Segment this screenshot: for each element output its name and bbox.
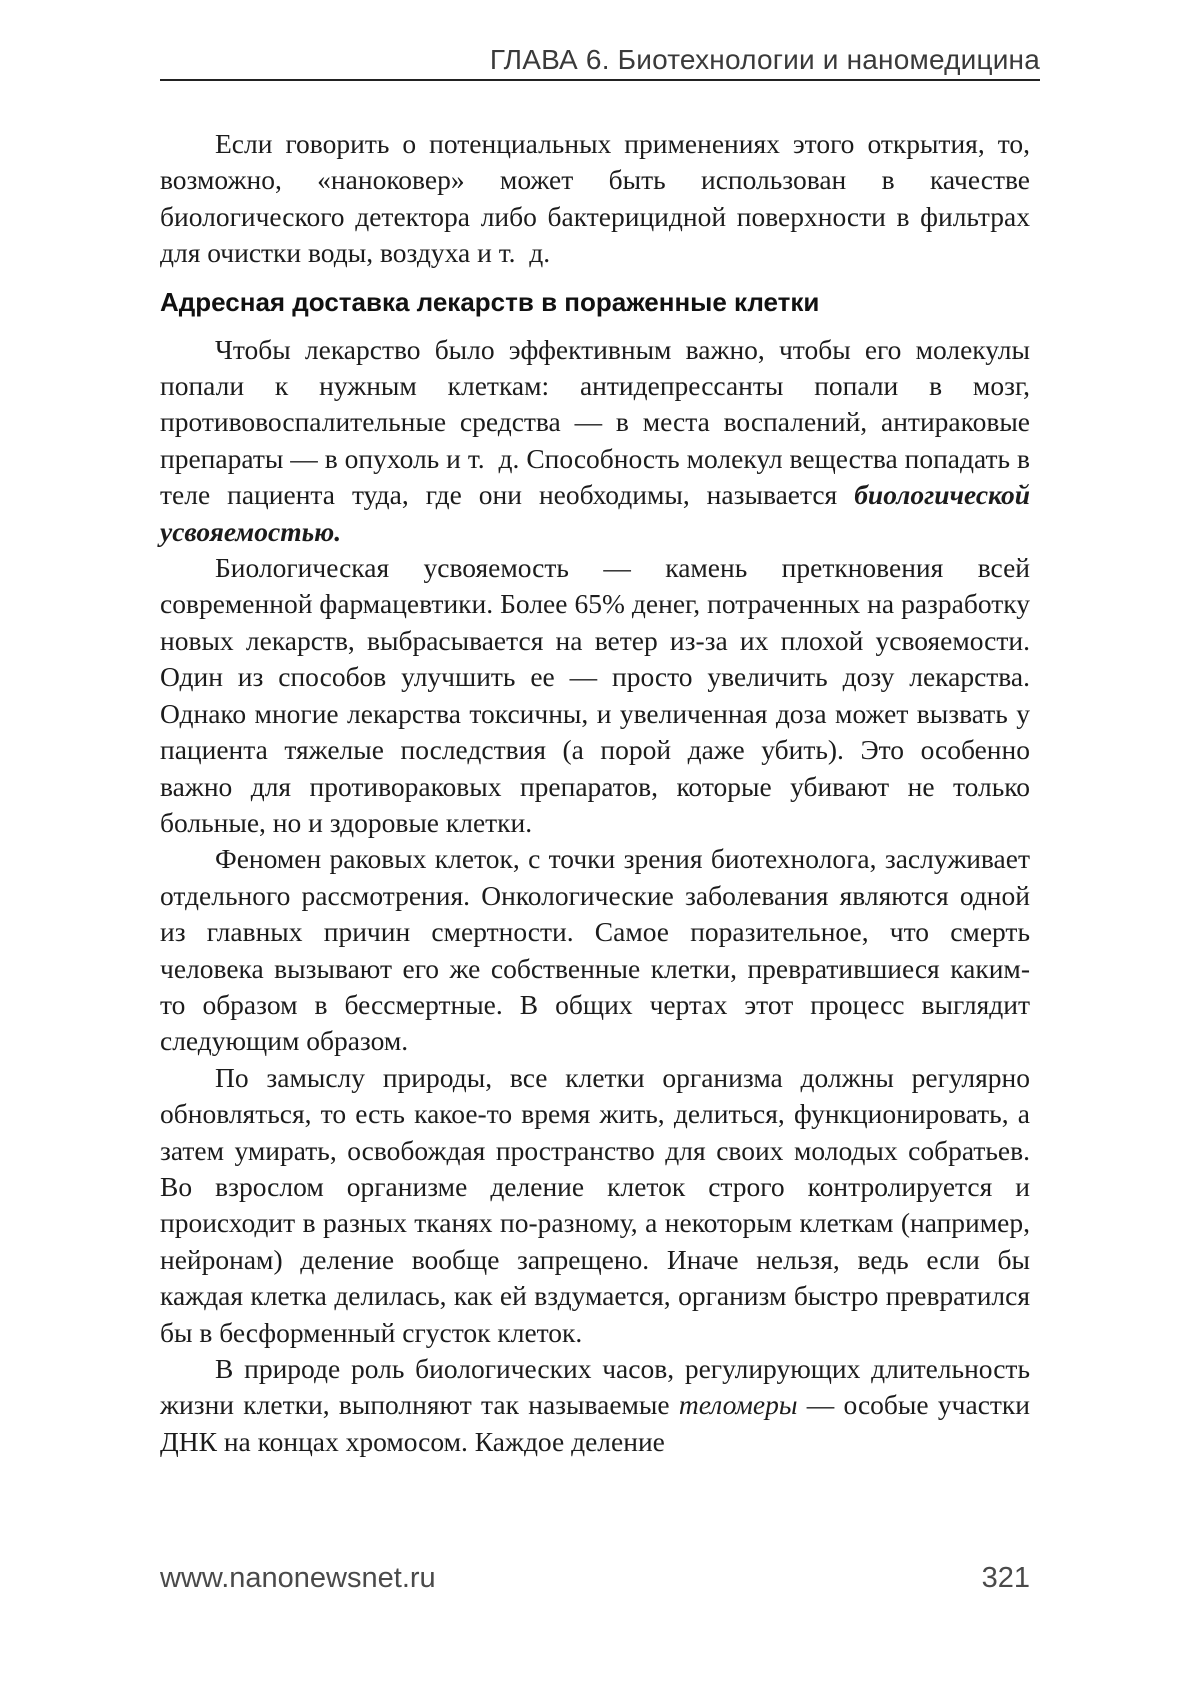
paragraph-1-text: Если говорить о потенциальных применениях этого открытия, то, возможно, «нанoковер» может быть использован в качестве биологического детектора либо бактерицидной поверхности в фильтрах для очистки воды, воздуха и т. д.	[160, 128, 1030, 269]
paragraph-6-tail: — особые участки ДНК на концах хромосом. Каждое деление	[160, 1389, 1030, 1457]
paragraph-2	[160, 332, 1030, 550]
paragraph-6	[160, 1351, 1030, 1460]
paragraph-4	[160, 841, 1030, 1059]
page-number: 321	[981, 1562, 1030, 1594]
paragraph-1	[160, 126, 1030, 272]
term-telomeres: теломеры	[678, 1389, 798, 1421]
paragraph-5-text: По замыслу природы, все клетки организма должны регулярно обновляться, то есть какое-то время жить, делиться, функционировать, а затем умирать, освобождая пространство для своих молодых собратьев. Во взрослом организме деление клеток строго контролируется и происходит в разных тканях по-разному, а некоторым клеткам (например, нейронам) деление вообще запрещено. Иначе нельзя, ведь если бы каждая клетка делилась, как ей вздумается, организм быстро превратился бы в бесформенный сгусток клеток.	[160, 1061, 1030, 1348]
page-body	[160, 126, 1030, 1460]
term-bioavailability: биологической усвояемостью.	[160, 479, 1030, 547]
paragraph-6-text: В природе роль биологических часов, регулирующих длительность жизни клетки, выполняют так называемые	[160, 1353, 1030, 1421]
paragraph-4-text: Феномен раковых клеток, с точки зрения биотехнолога, заслуживает отдельного рассмотрения. Онкологические заболевания являются одной из главных причин смертности. Самое поразительное, что смерть человека вызывают его же собственные клетки, превратившиеся каким-то образом в бессмертные. В общих чертах этот процесс выглядит следующим образом.	[160, 843, 1030, 1057]
section-heading: Адресная доставка лекарств в пораженные клетки	[160, 286, 820, 317]
header-rule	[160, 79, 1040, 81]
running-header: ГЛАВА 6. Биотехнологии и наномедицина	[489, 44, 1040, 75]
paragraph-5	[160, 1060, 1030, 1351]
paragraph-3	[160, 550, 1030, 841]
paragraph-2-text: Чтобы лекарство было эффективным важно, чтобы его молекулы попали к нужным клеткам: антидепрессанты попали в мозг, противовоспалительные средства — в места воспалений, антираковые препараты — в опухоль и т. д. Способность молекул вещества попадать в теле пациента туда, где они необходимы, называется	[160, 333, 1030, 511]
paragraph-3-text: Биологическая усвояемость — камень преткновения всей современной фармацевтики. Более 65% денег, потраченных на разработку новых лекарств, выбрасывается на ветер из-за их плохой усвояемости. Один из способов улучшить ее — просто увеличить дозу лекарства. Однако многие лекарства токсичны, и увеличенная доза может вызвать у пациента тяжелые последствия (а порой даже убить). Это особенно важно для противораковых препаратов, которые убивают не только больные, но и здоровые клетки.	[160, 552, 1030, 838]
footer-site-link[interactable]: www.nanonewsnet.ru	[160, 1562, 436, 1594]
